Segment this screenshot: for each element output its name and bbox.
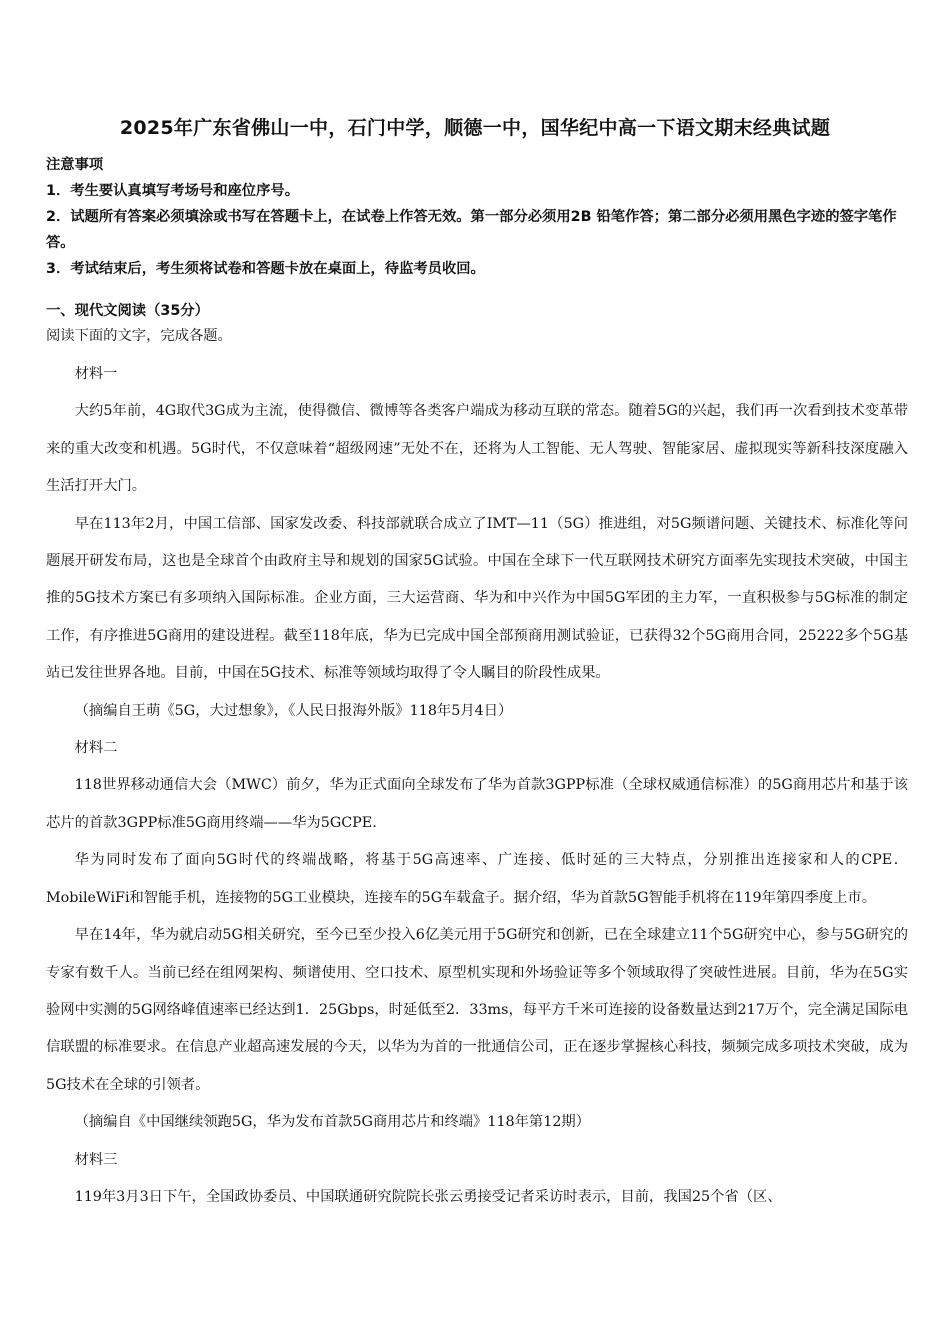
passage-paragraph: 早在113年2月，中国工信部、国家发改委、科技部就联合成立了IMT—11（5G）推进组，对5G频谱问题、关键技术、标准化等问题展开研发布局，这也是全球首个由政府主导和规划的国家5G试验。中国在全球下一代互联网技术研究方面率先实现技术突破，中国主推的5G技术方案已有多项纳入国际标准。企业方面，三大运营商、华为和中兴作为中国5G军团的主力军，一直积极参与5G标准的制定工作，有序推进5G商用的建设进程。截至118年底，华为已完成中国全部预商用测试验证，已获得32个5G商用合同，25222多个5G基站已发往世界各地。目前，中国在5G技术、标准等领域均取得了令人瞩目的阶段性成果。 <box>46 515 908 682</box>
source-citation: （摘编自王萌《5G，大过想象》，《人民日报海外版》118年5月4日） <box>74 702 513 719</box>
source-citation: （摘编自《中国继续领跑5G，华为发布首款5G商用芯片和终端》118年第12期） <box>74 1114 591 1131</box>
material-label: 材料一 <box>74 366 118 382</box>
passage-paragraph: 早在14年，华为就启动5G相关研究，至今已至少投入6亿美元用于5G研究和创新，已在全球建立11个5G研究中心，参与5G研究的专家有数千人。当前已经在组网架构、频谱使用、空口技术、原型机实现和外场验证等多个领域取得了突破性进展。目前，华为在5G实验网中实测的5G网络峰值速率已经达到1．25Gbps，时延低至2．33ms，每平方千米可连接的设备数量达到217万个，完全满足国际电信联盟的标准要求。在信息产业超高速发展的今天，以华为为首的一批通信公司，正在逐步掌握核心科技，频频完成多项技术突破，成为5G技术在全球的引领者。 <box>46 927 908 1093</box>
notice-heading: 注意事项 <box>46 157 104 173</box>
section-heading: 一、现代文阅读（35分） <box>46 303 209 319</box>
reading-passage <box>46 356 908 1216</box>
notice-item: 1．考生要认真填写考场号和座位序号。 <box>46 183 299 199</box>
notice-item: 3．考试结束后，考生须将试卷和答题卡放在桌面上，待监考员收回。 <box>46 261 485 277</box>
notice-block <box>46 152 906 282</box>
passage-paragraph: 华为同时发布了面向5G时代的终端战略，将基于5G高速率、广连接、低时延的三大特点，分别推出连接家和人的CPE．MobileWiFi和智能手机，连接物的5G工业模块，连接车的5G车载盒子。据介绍，华为首款5G智能手机将在119年第四季度上市。 <box>46 852 908 906</box>
material-label: 材料二 <box>74 740 118 757</box>
notice-item: 2．试题所有答案必须填涂或书写在答题卡上，在试卷上作答无效。第一部分必须用2B 铅笔作答；第二部分必须用黑色字迹的签字笔作答。 <box>46 209 897 251</box>
material-label: 材料三 <box>74 1151 118 1168</box>
passage-paragraph: 大约5年前，4G取代3G成为主流，使得微信、微博等各类客户端成为移动互联的常态。随着5G的兴起，我们再一次看到技术变革带来的重大改变和机遇。5G时代，不仅意味着“超级网速”无处不在，还将为人工智能、无人驾驶、智能家居、虚拟现实等新科技深度融入生活打开大门。 <box>46 403 908 495</box>
page-title: 2025年广东省佛山一中，石门中学，顺德一中，国华纪中高一下语文期末经典试题 <box>119 117 831 139</box>
passage-paragraph: 119年3月3日下午，全国政协委员、中国联通研究院院长张云勇接受记者采访时表示，目前，我国25个省（区、 <box>74 1188 782 1205</box>
section-instruction: 阅读下面的文字，完成各题。 <box>46 328 232 344</box>
passage-paragraph: 118世界移动通信大会（MWC）前夕，华为正式面向全球发布了华为首款3GPP标准（全球权威通信标准）的5G商用芯片和基于该芯片的首款3GPP标准5G商用终端——华为5GCPE. <box>46 777 908 831</box>
